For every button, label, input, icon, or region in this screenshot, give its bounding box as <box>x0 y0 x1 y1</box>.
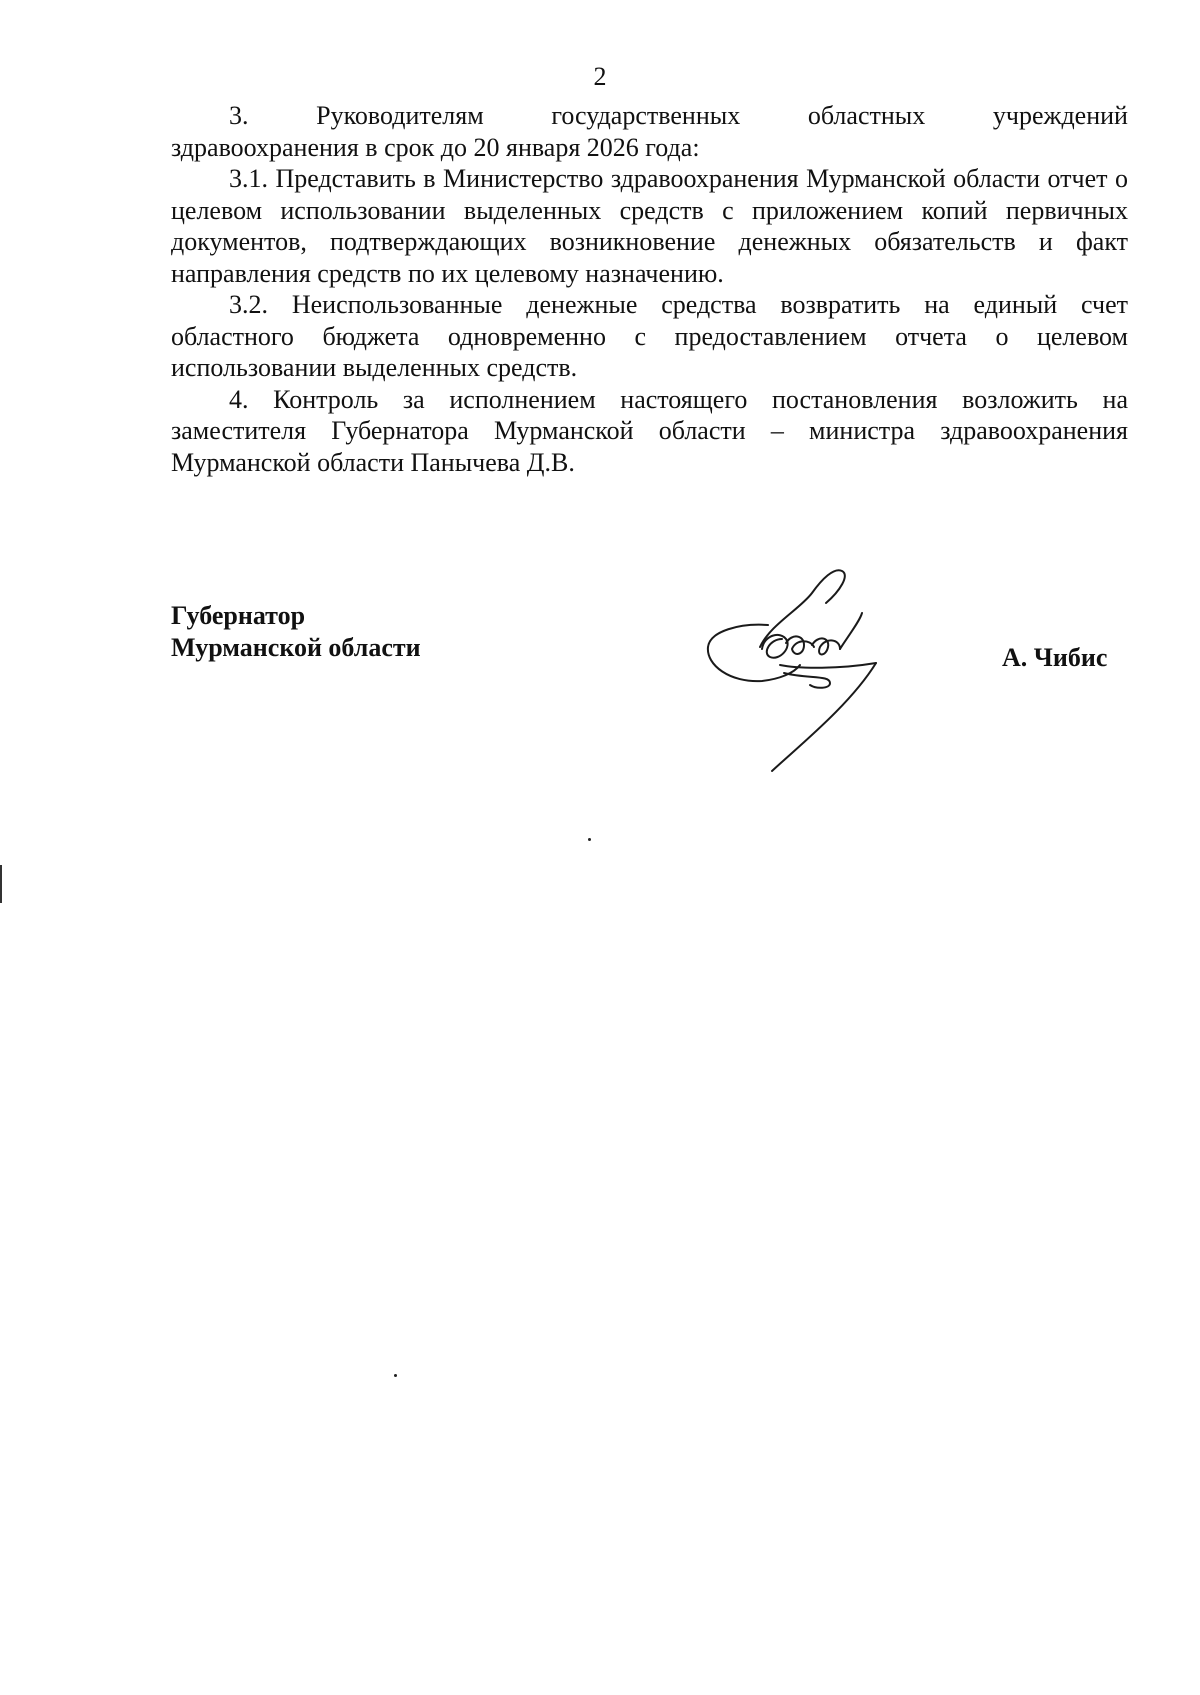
scan-speck <box>394 1374 397 1377</box>
scan-edge-mark <box>0 865 2 903</box>
p3-word: государственных <box>551 101 741 130</box>
page-number: 2 <box>593 62 607 91</box>
paragraph-3-1: 3.1. Представить в Министерство здравоохранения Мурманской области отчет о целевом использовании выделенных средств с приложением копий первичных документов, подтверждающих возникновение денежных обязательств и факт направления средств по их целевому назначению. <box>171 164 1128 288</box>
signatory-position <box>171 600 421 664</box>
p3-word: учреждений <box>992 101 1128 130</box>
p3-word: Руководителям <box>316 101 484 130</box>
signatory-name: А. Чибис <box>1002 643 1108 672</box>
paragraph-3-line-2: здравоохранения в срок до 20 января 2026 года: <box>171 132 700 162</box>
paragraph-3-2: 3.2. Неиспользованные денежные средства возвратить на единый счет областного бюджета одновременно с предоставлением отчета о целевом использовании выделенных средств. <box>171 290 1128 382</box>
handwritten-signature <box>700 565 920 780</box>
p3-word: областных <box>807 101 926 130</box>
document-body <box>171 100 1128 478</box>
signatory-region: Мурманской области <box>171 633 421 662</box>
paragraph-4: 4. Контроль за исполнением настоящего постановления возложить на заместителя Губернатора Мурманской области – министра здравоохранения Мурманской области Панычева Д.В. <box>171 384 1128 477</box>
scan-speck <box>588 838 591 841</box>
p3-word: 3. <box>229 101 249 130</box>
paragraph-3-line-1 <box>171 100 1128 132</box>
signatory-title: Губернатор <box>171 601 306 630</box>
